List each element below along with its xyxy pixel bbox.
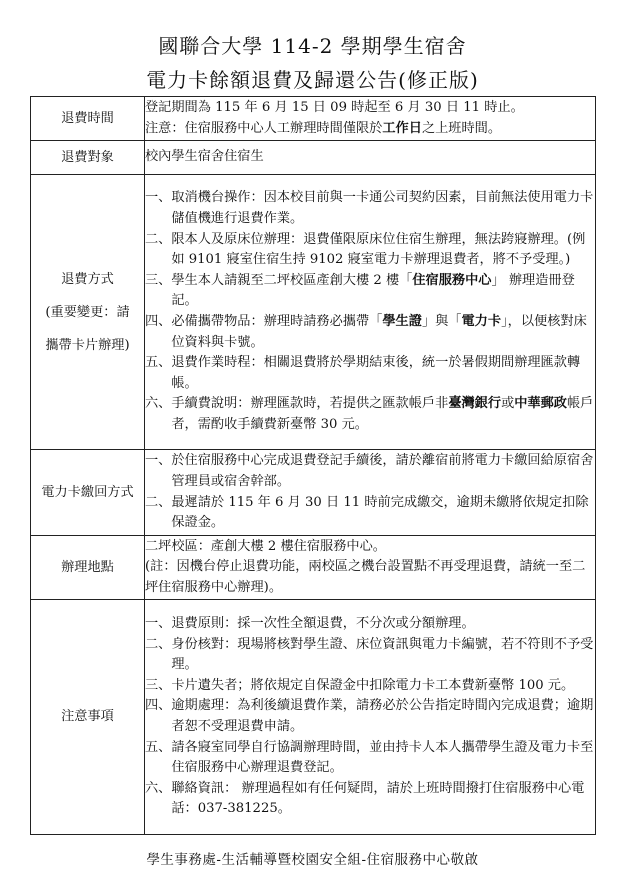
notes-item-6: 六、 聯絡資訊： 辦理過程如有任何疑問，請於上班時間撥打住宿服務中心電話：037-381225。 — [145, 780, 585, 817]
method-item-6: 六、 手續費說明：辦理匯款時，若提供之匯款帳戶非臺灣銀行或中華郵政帳戶者，需酌收手續費新臺幣 30 元。 — [145, 396, 594, 432]
refund-method-content — [145, 175, 596, 450]
refund-target-content: 校內學生宿舍住宿生 — [145, 141, 596, 175]
row-refund-method — [31, 175, 596, 450]
label-refund-method-cell — [31, 175, 145, 450]
chunghwa-post-emphasis: 中華郵政 — [514, 396, 567, 412]
label-refund-method: 退費方式 — [61, 271, 114, 287]
method-item-4: 四、 必備攜帶物品：辦理時請務必攜帶「學生證」與「電力卡」，以便核對床位資料與卡號。 — [145, 314, 587, 350]
refund-period-line2: 注意：住宿服務中心人工辦理時間僅限於工作日之上班時間。 — [145, 120, 502, 136]
label-notes: 注意事項 — [31, 600, 145, 835]
method-item-2: 二、 限本人及原床位辦理：退費僅限原床位住宿生辦理，無法跨寢辦理。(例如 9101 寢室住宿生持 9102 寢室電力卡辦理退費者，將不予受理。) — [145, 231, 586, 268]
notes-item-2: 二、 身份核對：現場將核對學生證、床位資訊與電力卡編號，若不符則不予受理。 — [145, 636, 594, 673]
row-card-return — [31, 450, 596, 536]
refund-period-line1: 登記期間為 115 年 6 月 15 日 09 時起至 6 月 30 日 11 時止。 — [145, 99, 524, 115]
notes-item-1: 一、 退費原則：採一次性全額退費，不分次或分額辦理。 — [145, 616, 475, 632]
refund-period-content — [145, 97, 596, 141]
method-item-1: 一、 取消機台操作：因本校目前與一卡通公司契約因素，目前無法使用電力卡儲值機進行退費作業。 — [145, 190, 594, 227]
notice-title-line2: 電力卡餘額退費及歸還公告(修正版) — [146, 68, 479, 92]
notes-item-4: 四、 逾期處理：為利後續退費作業，請務必於公告指定時間內完成退費；逾期者恕不受理退費申請。 — [145, 698, 594, 734]
location-line2: (註：因機台停止退費功能，兩校區之機台設置點不再受理退費，請統一至二坪住宿服務中心辦理)。 — [145, 559, 586, 595]
method-item-5: 五、 退費作業時程：相關退費將於學期結束後，統一於暑假期間辦理匯款轉帳。 — [145, 355, 581, 391]
notes-item-3: 三、 卡片遺失者；將依規定自保證金中扣除電力卡工本費新臺幣 100 元。 — [145, 677, 575, 693]
location-line1: 二坪校區：產創大樓 2 樓住宿服務中心。 — [145, 538, 386, 554]
row-refund-target — [31, 141, 596, 175]
bank-of-taiwan-emphasis: 臺灣銀行 — [448, 396, 502, 412]
notes-content — [145, 600, 596, 835]
student-id-emphasis: 學生證 — [382, 314, 422, 329]
workday-emphasis: 工作日 — [382, 120, 422, 136]
power-card-emphasis: 電力卡 — [461, 314, 502, 329]
label-location: 辦理地點 — [31, 536, 145, 600]
notice-footer: 學生事務處-生活輔導暨校園安全組-住宿服務中心敬啟 — [146, 852, 479, 868]
row-refund-period — [31, 97, 596, 141]
service-center-emphasis: 住宿服務中心 — [412, 272, 492, 288]
notice-title-line1: 國聯合大學 114-2 學期學生宿舍 — [158, 34, 467, 58]
card-return-content — [145, 450, 596, 536]
location-content — [145, 536, 596, 600]
method-item-3: 三、 學生本人請親至二坪校區產創大樓 2 樓「住宿服務中心」 辦理造冊登記。 — [145, 272, 575, 309]
label-refund-method-note-1: (重要變更：請 — [45, 304, 130, 320]
label-refund-period: 退費時間 — [31, 97, 145, 141]
label-card-return: 電力卡繳回方式 — [31, 450, 145, 536]
label-refund-target: 退費對象 — [31, 141, 145, 175]
row-location — [31, 536, 596, 600]
card-return-item-2: 二、 最遲請於 115 年 6 月 30 日 11 時前完成繳交，逾期未繳將依規定扣除保證金。 — [145, 494, 589, 531]
label-refund-method-note-2: 攜帶卡片辦理) — [45, 337, 130, 353]
card-return-item-1: 一、 於住宿服務中心完成退費登記手續後，請於離宿前將電力卡繳回給原宿舍管理員或宿舍幹部。 — [145, 453, 594, 489]
row-notes — [31, 600, 596, 835]
notes-item-5: 五、 請各寢室同學自行協調辦理時間，並由持卡人本人攜帶學生證及電力卡至住宿服務中心辦理退費登記。 — [145, 739, 594, 776]
notice-table — [30, 96, 596, 835]
